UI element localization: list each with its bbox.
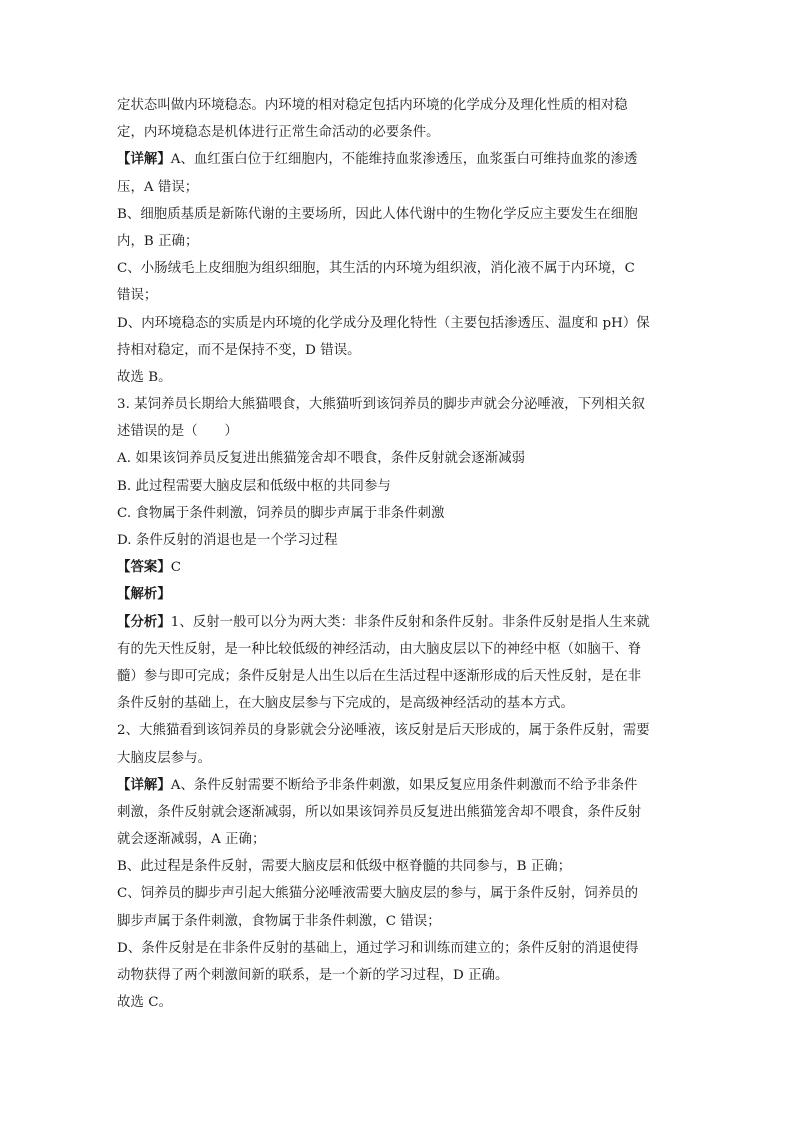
section-tag: 【分析】: [117, 613, 171, 630]
line-text: C、饲养员的脚步声引起大熊猫分泌唾液需要大脑皮层的参与，属于条件反射，饲养员的: [117, 886, 639, 902]
line-text: 动物获得了两个刺激间新的联系，是一个新的学习过程，D 正确。: [117, 968, 509, 983]
line-text: 有的先天性反射，是一种比较低级的神经活动，由大脑皮层以下的神经中枢（如脑干、脊: [117, 641, 642, 657]
text-line: [117, 935, 677, 962]
text-line: [117, 853, 677, 880]
line-text: A. 如果该饲养员反复进出熊猫笼舍却不喂食，条件反射就会逐渐减弱: [117, 451, 526, 467]
analysis-heading: [117, 581, 677, 608]
line-text: C: [170, 560, 182, 576]
line-text: 压，A 错误；: [117, 179, 199, 195]
line-text: 错误；: [117, 288, 158, 304]
text-line: [117, 880, 677, 907]
section-tag: 【详解】: [117, 151, 171, 168]
text-line: [117, 201, 677, 228]
line-text: 条件反射的基础上，在大脑皮层参与下完成的，是高级神经活动的基本方式。: [117, 696, 574, 712]
line-text: B. 此过程需要大脑皮层和低级中枢的共同参与: [117, 478, 391, 494]
line-text: 定状态叫做内环境稳态。内环境的相对稳定包括内环境的化学成分及理化性质的相对稳: [117, 98, 628, 113]
text-line: [117, 772, 677, 799]
text-line: [117, 989, 677, 1016]
section-tag: 【答案】: [117, 559, 171, 576]
text-line: [117, 717, 677, 744]
text-line: [117, 908, 677, 935]
text-line: [117, 92, 677, 119]
line-text: 定，内环境稳态是机体进行正常生命活动的必要条件。: [117, 125, 440, 141]
text-line: [117, 799, 677, 826]
section-tag: 【解析】: [117, 586, 171, 603]
option-b: [117, 473, 677, 500]
option-a: [117, 445, 677, 472]
option-d: [117, 527, 677, 554]
line-text: C、小肠绒毛上皮细胞为组织细胞，其生活的内环境为组织液，消化液不属于内环境，C: [117, 261, 635, 277]
line-text: D、条件反射是在非条件反射的基础上，通过学习和训练而建立的；条件反射的消退使得: [117, 940, 639, 956]
line-text: D、内环境稳态的实质是内环境的化学成分及理化特性（主要包括渗透压、温度和 pH）保: [117, 315, 650, 331]
line-text: 持相对稳定，而不是保持不变，D 错误。: [117, 342, 361, 358]
answer-line: [117, 554, 677, 581]
text-line: [117, 228, 677, 255]
line-text: 2、大熊猫看到该饲养员的身影就会分泌唾液，该反射是后天形成的，属于条件反射，需要: [117, 723, 650, 739]
question-stem: [117, 391, 677, 418]
text-line: [117, 282, 677, 309]
text-line: [117, 745, 677, 772]
line-text: 刺激，条件反射就会逐渐减弱，所以如果该饲养员反复进出熊猫笼舍却不喂食，条件反射: [117, 804, 642, 820]
line-text: 脚步声属于条件刺激，食物属于非条件刺激，C 错误；: [117, 913, 441, 929]
line-text: 大脑皮层参与。: [117, 750, 212, 766]
text-line: [117, 146, 677, 173]
text-line: [117, 690, 677, 717]
text-line: [117, 119, 677, 146]
line-text: 就会逐渐减弱，A 正确；: [117, 832, 266, 848]
line-text: A、血红蛋白位于红细胞内，不能维持血浆渗透压，血浆蛋白可维持血浆的渗透: [170, 152, 638, 168]
text-line: [117, 636, 677, 663]
text-line: [117, 962, 677, 989]
line-text: 故选 C。: [117, 995, 172, 1011]
line-text: 髓）参与即可完成；条件反射是人出生以后在生活过程中逐渐形成的后天性反射，是在非: [117, 668, 642, 684]
line-text: B、细胞质基质是新陈代谢的主要场所，因此人体代谢中的生物化学反应主要发生在细胞: [117, 206, 638, 222]
line-text: B、此过程是条件反射，需要大脑皮层和低级中枢脊髓的共同参与，B 正确；: [117, 859, 572, 875]
section-tag: 【详解】: [117, 776, 171, 793]
line-text: D. 条件反射的消退也是一个学习过程: [117, 533, 338, 548]
text-line: [117, 174, 677, 201]
text-line: [117, 364, 677, 391]
line-text: A、条件反射需要不断给予非条件刺激，如果反复应用条件刺激而不给予非条件: [170, 777, 638, 793]
text-line: [117, 826, 677, 853]
line-text: 述错误的是（ ）: [117, 424, 238, 440]
text-line: [117, 255, 677, 282]
line-text: 3. 某饲养员长期给大熊猫喂食，大熊猫听到该饲养员的脚步声就会分泌唾液，下列相关叙: [117, 397, 645, 413]
line-text: 1、反射一般可以分为两大类：非条件反射和条件反射。非条件反射是指人生来就: [170, 614, 650, 630]
text-line: [117, 609, 677, 636]
document-body: [117, 92, 677, 1016]
line-text: C. 食物属于条件刺激，饲养员的脚步声属于非条件刺激: [117, 505, 445, 521]
line-text: 故选 B。: [117, 369, 172, 385]
option-c: [117, 500, 677, 527]
line-text: 内，B 正确；: [117, 233, 199, 249]
question-stem: [117, 418, 677, 445]
text-line: [117, 337, 677, 364]
text-line: [117, 663, 677, 690]
text-line: [117, 310, 677, 337]
